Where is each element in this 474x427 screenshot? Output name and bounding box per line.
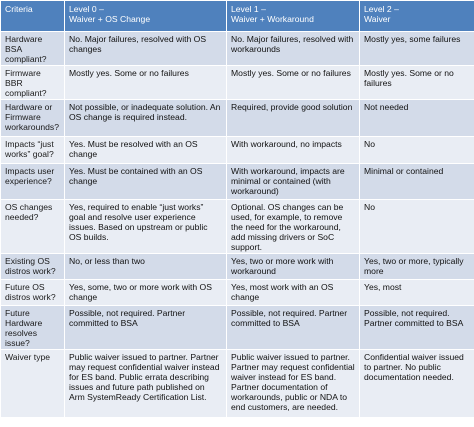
level-2-cell: No xyxy=(360,200,474,254)
table-row xyxy=(1,306,474,350)
criteria-cell: Future Hardware resolves issue? xyxy=(1,306,65,350)
level-2-cell: Minimal or contained xyxy=(360,164,474,200)
table-row xyxy=(1,200,474,254)
header-level-1 xyxy=(227,1,360,32)
level-2-cell: Possible, not required. Partner committed to BSA xyxy=(360,306,474,350)
criteria-cell: Future OS distros work? xyxy=(1,280,65,306)
level-0-cell: Possible, not required. Partner committed to BSA xyxy=(65,306,227,350)
level-0-cell: Yes, some, two or more work with OS change xyxy=(65,280,227,306)
level-0-cell: Yes, required to enable “just works” goal and resolve user experience issues. Based on upstream or public OS builds. xyxy=(65,200,227,254)
level-0-cell: Yes. Must be contained with an OS change xyxy=(65,164,227,200)
level-1-cell: Yes, two or more work with workaround xyxy=(227,254,360,280)
level-1-cell: Required, provide good solution xyxy=(227,100,360,137)
header-criteria-text: Criteria xyxy=(5,4,33,14)
table-row xyxy=(1,66,474,100)
criteria-cell: Existing OS distros work? xyxy=(1,254,65,280)
table-row xyxy=(1,137,474,164)
level-1-cell: No. Major failures, resolved with workarounds xyxy=(227,32,360,66)
header-level-2-line1: Level 2 – xyxy=(364,4,399,14)
level-1-cell: Public waiver issued to partner. Partner may request confidential waiver instead for ES band. Partner documentation of workarounds, public or NDA to end customers, are needed. xyxy=(227,350,360,418)
level-0-cell: Not possible, or inadequate solution. An OS change is required instead. xyxy=(65,100,227,137)
criteria-cell: Waiver type xyxy=(1,350,65,418)
table-row xyxy=(1,100,474,137)
level-2-cell: Confidential waiver issued to partner. No public documentation needed. xyxy=(360,350,474,418)
header-criteria xyxy=(1,1,65,32)
level-0-cell: No, or less than two xyxy=(65,254,227,280)
header-level-1-line1: Level 1 – xyxy=(231,4,266,14)
header-level-0-line1: Level 0 – xyxy=(69,4,104,14)
level-2-cell: Yes, two or more, typically more xyxy=(360,254,474,280)
criteria-cell: Impacts “just works” goal? xyxy=(1,137,65,164)
level-0-cell: Yes. Must be resolved with an OS change xyxy=(65,137,227,164)
table-row xyxy=(1,32,474,66)
level-2-cell: No xyxy=(360,137,474,164)
header-level-2 xyxy=(360,1,474,32)
level-1-cell: With workaround, no impacts xyxy=(227,137,360,164)
level-2-cell: Yes, most xyxy=(360,280,474,306)
level-1-cell: Yes, most work with an OS change xyxy=(227,280,360,306)
level-1-cell: Possible, not required. Partner committed to BSA xyxy=(227,306,360,350)
level-2-cell: Not needed xyxy=(360,100,474,137)
header-level-0-line2: Waiver + OS Change xyxy=(69,14,151,24)
header-row xyxy=(1,1,474,32)
criteria-cell: Hardware BSA compliant? xyxy=(1,32,65,66)
level-1-cell: Mostly yes. Some or no failures xyxy=(227,66,360,100)
table-row xyxy=(1,254,474,280)
header-level-2-line2: Waiver xyxy=(364,14,391,24)
table-row xyxy=(1,164,474,200)
level-0-cell: Public waiver issued to partner. Partner may request confidential waiver instead for ES band. Public errata describing issues and future path published on Arm SystemReady Certification List. xyxy=(65,350,227,418)
criteria-cell: Impacts user experience? xyxy=(1,164,65,200)
header-level-1-line2: Waiver + Workaround xyxy=(231,14,314,24)
level-0-cell: Mostly yes. Some or no failures xyxy=(65,66,227,100)
criteria-cell: Hardware or Firmware workarounds? xyxy=(1,100,65,137)
table-row xyxy=(1,280,474,306)
criteria-cell: Firmware BBR compliant? xyxy=(1,66,65,100)
table-row xyxy=(1,350,474,418)
level-0-cell: No. Major failures, resolved with OS changes xyxy=(65,32,227,66)
level-2-cell: Mostly yes, some failures xyxy=(360,32,474,66)
level-1-cell: Optional. OS changes can be used, for example, to remove the need for the workaround, add missing drivers or SoC support. xyxy=(227,200,360,254)
criteria-cell: OS changes needed? xyxy=(1,200,65,254)
level-1-cell: With workaround, impacts are minimal or contained (with workaround) xyxy=(227,164,360,200)
header-level-0 xyxy=(65,1,227,32)
level-2-cell: Mostly yes. Some or no failures xyxy=(360,66,474,100)
